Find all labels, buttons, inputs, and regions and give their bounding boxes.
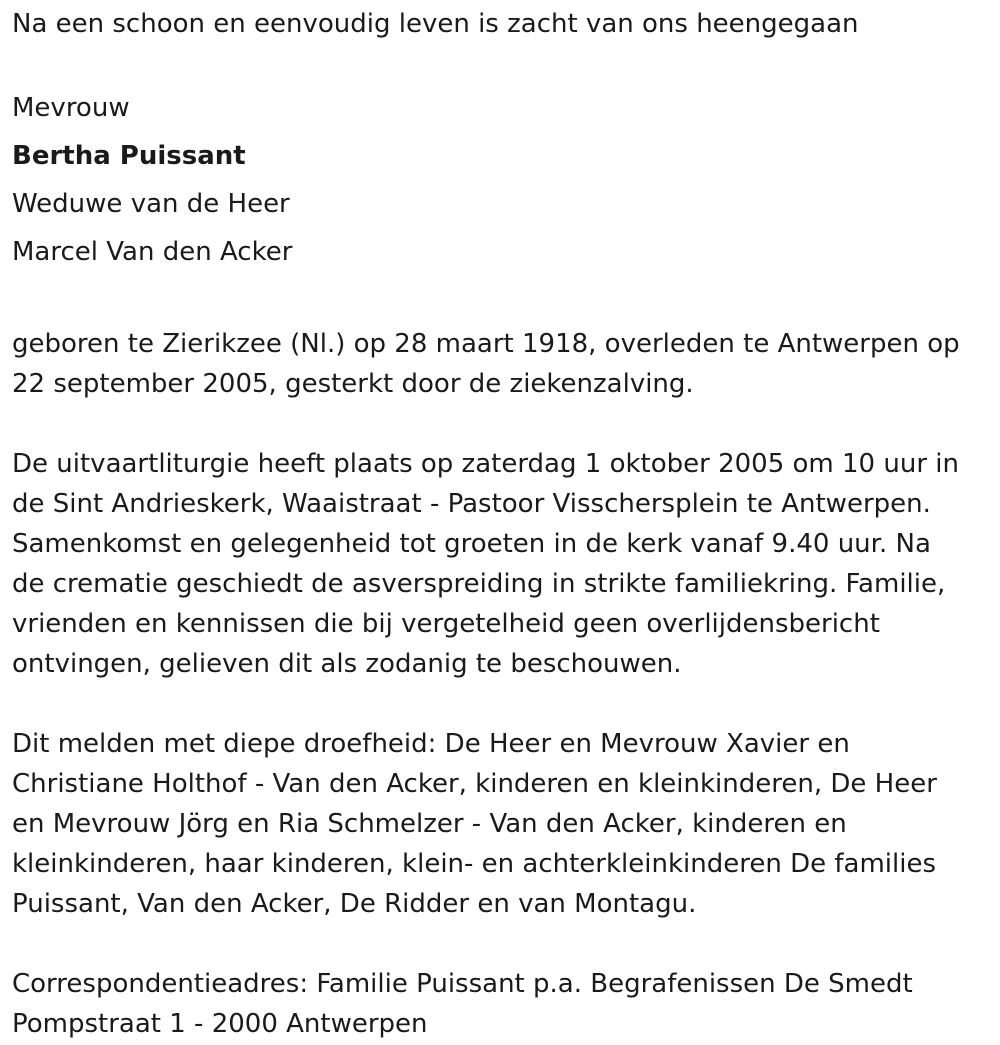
paragraph-line: Correspondentieadres: Familie Puissant p.a. Begrafenissen De Smedt: [12, 969, 913, 999]
paragraph-line: de crematie geschiedt de asverspreiding in strikte familiekring. Familie,: [12, 569, 946, 599]
person-title: Mevrouw: [12, 93, 130, 123]
paragraph-line: geboren te Zierikzee (Nl.) op 28 maart 1918, overleden te Antwerpen op: [12, 329, 960, 359]
paragraph-line: De uitvaartliturgie heeft plaats op zaterdag 1 oktober 2005 om 10 uur in: [12, 449, 959, 479]
paragraph-line: kleinkinderen, haar kinderen, klein- en achterkleinkinderen De families: [12, 849, 936, 879]
paragraph-line: Pompstraat 1 - 2000 Antwerpen: [12, 1009, 428, 1039]
funeral-paragraph: [12, 444, 988, 684]
paragraph-line: 22 september 2005, gesterkt door de ziekenzalving.: [12, 369, 694, 399]
person-relation: Weduwe van de Heer: [12, 189, 290, 219]
paragraph-line: en Mevrouw Jörg en Ria Schmelzer - Van den Acker, kinderen en: [12, 809, 847, 839]
paragraph-line: Puissant, Van den Acker, De Ridder en van Montagu.: [12, 889, 697, 919]
person-spouse: Marcel Van den Acker: [12, 237, 293, 267]
paragraph-line: Dit melden met diepe droefheid: De Heer en Mevrouw Xavier en: [12, 729, 850, 759]
paragraph-line: Samenkomst en gelegenheid tot groeten in de kerk vanaf 9.40 uur. Na: [12, 529, 931, 559]
paragraph-line: Christiane Holthof - Van den Acker, kinderen en kleinkinderen, De Heer: [12, 769, 937, 799]
person-block: [12, 84, 988, 276]
correspondence-paragraph: [12, 964, 988, 1044]
paragraph-line: ontvingen, gelieven dit als zodanig te beschouwen.: [12, 649, 682, 679]
birth-death-paragraph: [12, 324, 988, 404]
paragraph-line: vrienden en kennissen die bij vergetelheid geen overlijdensbericht: [12, 609, 880, 639]
intro-text: Na een schoon en eenvoudig leven is zacht van ons heengegaan: [12, 9, 859, 39]
person-name: Bertha Puissant: [12, 141, 246, 171]
paragraph-line: de Sint Andrieskerk, Waaistraat - Pastoor Visschersplein te Antwerpen.: [12, 489, 931, 519]
mourners-paragraph: [12, 724, 988, 924]
